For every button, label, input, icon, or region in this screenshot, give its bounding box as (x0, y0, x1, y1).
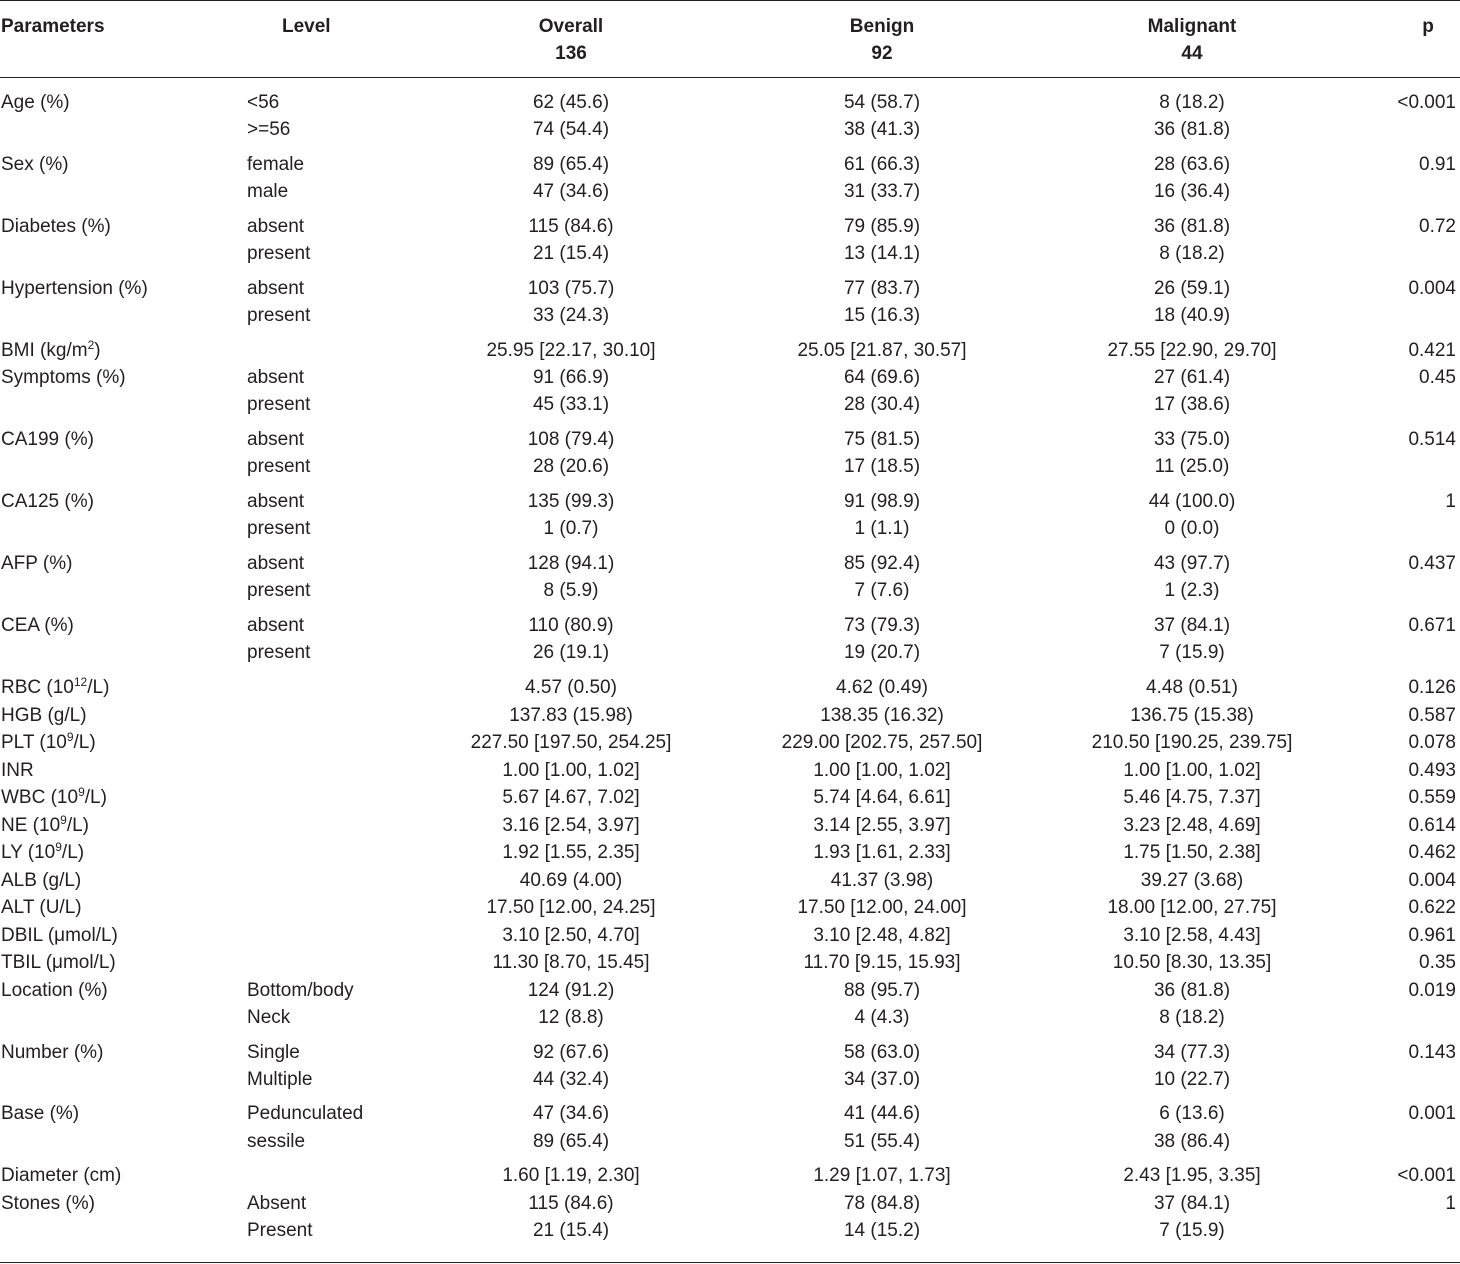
parameter-unit-tail: /L) (84, 787, 107, 808)
cell-parameter: Location (%) (1, 980, 108, 1001)
cell-overall: 44 (32.4) (532, 1069, 610, 1090)
cell-malignant: 3.10 [2.58, 4.43] (1123, 925, 1261, 946)
cell-benign: 138.35 (16.32) (820, 705, 944, 726)
cell-overall: 91 (66.9) (532, 367, 610, 388)
cell-p-value: 0.019 (1408, 980, 1456, 1001)
cell-level: >=56 (247, 119, 291, 140)
cell-parameter: Symptoms (%) (1, 367, 126, 388)
cell-level: <56 (247, 92, 280, 113)
cell-overall: 110 (80.9) (528, 615, 614, 636)
cell-malignant: 16 (36.4) (1153, 181, 1231, 202)
cell-level: male (247, 181, 289, 202)
cell-malignant: 43 (97.7) (1153, 553, 1231, 574)
cell-benign: 78 (84.8) (843, 1193, 921, 1214)
cell-malignant: 33 (75.0) (1153, 429, 1231, 450)
cell-malignant: 0 (0.0) (1164, 518, 1220, 539)
cell-parameter (1, 814, 89, 838)
cell-level: Present (247, 1220, 313, 1241)
cell-benign: 54 (58.7) (843, 92, 921, 113)
cell-benign: 13 (14.1) (843, 243, 921, 264)
cell-overall: 26 (19.1) (532, 642, 610, 663)
cell-benign: 17 (18.5) (843, 456, 921, 477)
parameter-text: LY (10 (1, 842, 56, 863)
cell-parameter: Number (%) (1, 1042, 104, 1063)
cell-benign: 77 (83.7) (843, 278, 921, 299)
cell-benign: 14 (15.2) (843, 1220, 921, 1241)
cell-malignant: 34 (77.3) (1153, 1042, 1231, 1063)
cell-overall: 124 (91.2) (527, 980, 615, 1001)
cell-level: absent (247, 216, 305, 237)
cell-benign: 1.29 [1.07, 1.73] (813, 1165, 951, 1186)
cell-p-value: <0.001 (1397, 1165, 1456, 1186)
cell-overall: 108 (79.4) (527, 429, 615, 450)
cell-parameter: Diameter (cm) (1, 1165, 122, 1186)
cell-overall: 47 (34.6) (532, 181, 610, 202)
cell-benign: 229.00 [202.75, 257.50] (781, 732, 983, 753)
cell-benign: 64 (69.6) (843, 367, 921, 388)
cell-malignant: 7 (15.9) (1159, 642, 1225, 663)
cell-malignant: 17 (38.6) (1153, 394, 1231, 415)
header-p: p (1422, 16, 1434, 37)
cell-benign: 41.37 (3.98) (830, 870, 934, 891)
cell-malignant: 27.55 [22.90, 29.70] (1107, 340, 1277, 361)
cell-level: absent (247, 491, 305, 512)
cell-overall: 92 (67.6) (532, 1042, 610, 1063)
header-rule (0, 77, 1460, 78)
cell-malignant: 1.75 [1.50, 2.38] (1123, 842, 1261, 863)
cell-level: Neck (247, 1007, 291, 1028)
cell-p-value: 0.559 (1408, 787, 1456, 808)
parameter-superscript: 9 (60, 813, 67, 827)
cell-benign: 58 (63.0) (843, 1042, 921, 1063)
cell-p-value: 0.004 (1408, 278, 1456, 299)
cell-malignant: 38 (86.4) (1153, 1131, 1231, 1152)
cell-malignant: 10 (22.7) (1153, 1069, 1231, 1090)
cell-parameter: INR (1, 760, 34, 781)
cell-overall: 89 (65.4) (532, 1131, 610, 1152)
cell-overall: 74 (54.4) (532, 119, 610, 140)
cell-benign: 85 (92.4) (843, 553, 921, 574)
cell-overall: 3.16 [2.54, 3.97] (502, 815, 640, 836)
cell-overall: 103 (75.7) (527, 278, 615, 299)
cell-overall: 11.30 [8.70, 15.45] (492, 952, 650, 973)
cell-overall: 115 (84.6) (528, 1193, 614, 1214)
cell-overall: 21 (15.4) (532, 243, 610, 264)
cell-p-value: 0.91 (1419, 154, 1456, 175)
cell-malignant: 8 (18.2) (1159, 243, 1225, 264)
parameter-text: BMI (kg/m (1, 340, 88, 361)
cell-malignant: 11 (25.0) (1154, 456, 1230, 477)
cell-benign: 1 (1.1) (854, 518, 910, 539)
cell-parameter: Diabetes (%) (1, 216, 111, 237)
header-malignant-n: 44 (1181, 43, 1203, 64)
cell-benign: 88 (95.7) (843, 980, 921, 1001)
cell-benign: 34 (37.0) (843, 1069, 921, 1090)
cell-level: absent (247, 615, 305, 636)
cell-benign: 51 (55.4) (843, 1131, 921, 1152)
parameter-superscript: 9 (66, 730, 74, 744)
cell-p-value: 0.45 (1419, 367, 1456, 388)
cell-malignant: 28 (63.6) (1153, 154, 1231, 175)
cell-parameter (1, 841, 84, 865)
cell-level: Single (247, 1042, 300, 1063)
cell-malignant: 8 (18.2) (1159, 1007, 1225, 1028)
header-parameters: Parameters (1, 16, 105, 37)
cell-overall: 1.60 [1.19, 2.30] (502, 1165, 640, 1186)
cell-parameter: CA125 (%) (1, 491, 94, 512)
cell-overall: 62 (45.6) (532, 92, 610, 113)
cell-benign: 25.05 [21.87, 30.57] (797, 340, 967, 361)
cell-overall: 40.69 (4.00) (519, 870, 623, 891)
cell-malignant: 36 (81.8) (1153, 980, 1231, 1001)
parameter-text: WBC (10 (1, 787, 79, 808)
cell-parameter: Stones (%) (1, 1193, 95, 1214)
cell-overall: 89 (65.4) (532, 154, 610, 175)
cell-overall: 227.50 [197.50, 254.25] (470, 732, 672, 753)
cell-level: female (247, 154, 305, 175)
cell-p-value: 0.421 (1408, 340, 1456, 361)
cell-malignant: 18 (40.9) (1153, 305, 1231, 326)
cell-p-value: 0.587 (1408, 705, 1456, 726)
cell-p-value: 0.437 (1408, 553, 1456, 574)
cell-benign: 19 (20.7) (843, 642, 921, 663)
parameter-unit-tail: /L) (66, 815, 90, 836)
cell-malignant: 4.48 (0.51) (1146, 677, 1238, 698)
cell-benign: 4.62 (0.49) (836, 677, 928, 698)
parameter-unit-tail: /L) (73, 732, 96, 753)
cell-overall: 128 (94.1) (527, 553, 615, 574)
cell-malignant: 1.00 [1.00, 1.02] (1123, 760, 1261, 781)
cell-malignant: 6 (13.6) (1159, 1103, 1225, 1124)
parameter-unit-tail: /L) (87, 677, 110, 698)
cell-benign: 61 (66.3) (843, 154, 921, 175)
cell-benign: 73 (79.3) (843, 615, 921, 636)
cell-parameter (1, 676, 109, 700)
header-benign-label: Benign (849, 16, 915, 37)
cell-benign: 75 (81.5) (843, 429, 921, 450)
cell-parameter (1, 731, 96, 755)
cell-level: present (247, 518, 311, 539)
cell-benign: 38 (41.3) (843, 119, 921, 140)
cell-level: present (247, 456, 311, 477)
cell-benign: 17.50 [12.00, 24.00] (797, 897, 967, 918)
cell-malignant: 18.00 [12.00, 27.75] (1107, 897, 1277, 918)
cell-malignant: 27 (61.4) (1153, 367, 1231, 388)
cell-level: absent (247, 553, 305, 574)
cell-level: present (247, 305, 311, 326)
cell-p-value: 0.72 (1419, 216, 1456, 237)
header-malignant-label: Malignant (1147, 16, 1237, 37)
cell-benign: 28 (30.4) (843, 394, 921, 415)
cell-benign: 3.10 [2.48, 4.82] (813, 925, 951, 946)
cell-benign: 4 (4.3) (854, 1007, 910, 1028)
cell-overall: 1 (0.7) (543, 518, 599, 539)
cell-p-value: 0.961 (1408, 925, 1456, 946)
cell-overall: 5.67 [4.67, 7.02] (502, 787, 640, 808)
cell-malignant: 1 (2.3) (1164, 580, 1220, 601)
cell-level: absent (247, 367, 305, 388)
cell-malignant: 10.50 [8.30, 13.35] (1112, 952, 1272, 973)
cell-level: absent (247, 429, 305, 450)
cell-benign: 1.93 [1.61, 2.33] (813, 842, 951, 863)
parameter-superscript: 9 (55, 840, 62, 854)
cell-overall: 3.10 [2.50, 4.70] (502, 925, 640, 946)
parameter-superscript: 12 (73, 675, 88, 689)
cell-benign: 31 (33.7) (843, 181, 921, 202)
cell-benign: 11.70 [9.15, 15.93] (803, 952, 961, 973)
header-benign-n: 92 (871, 43, 893, 64)
cell-parameter: TBIL (μmol/L) (1, 952, 116, 973)
parameter-text: NE (10 (1, 815, 61, 836)
cell-overall: 135 (99.3) (527, 491, 615, 512)
cell-p-value: 0.514 (1408, 429, 1456, 450)
cell-malignant: 44 (100.0) (1148, 491, 1236, 512)
table-bottom-rule (0, 1262, 1460, 1263)
cell-level: present (247, 642, 311, 663)
cell-parameter: DBIL (μmol/L) (1, 925, 118, 946)
cell-overall: 47 (34.6) (532, 1103, 610, 1124)
cell-overall: 45 (33.1) (532, 394, 610, 415)
header-benign (850, 13, 914, 67)
cell-malignant: 7 (15.9) (1159, 1220, 1225, 1241)
cell-parameter: HGB (g/L) (1, 705, 87, 726)
parameter-unit-tail: ) (94, 340, 101, 361)
cell-benign: 41 (44.6) (843, 1103, 921, 1124)
cell-benign: 91 (98.9) (843, 491, 921, 512)
cell-malignant: 36 (81.8) (1153, 216, 1231, 237)
cell-overall: 21 (15.4) (532, 1220, 610, 1241)
cell-malignant: 37 (84.1) (1153, 1193, 1231, 1214)
header-level: Level (282, 16, 331, 37)
cell-overall: 137.83 (15.98) (509, 705, 633, 726)
cell-overall: 115 (84.6) (528, 216, 614, 237)
cell-parameter: Sex (%) (1, 154, 69, 175)
cell-parameter: CA199 (%) (1, 429, 94, 450)
cell-parameter: CEA (%) (1, 615, 74, 636)
cell-overall: 28 (20.6) (532, 456, 610, 477)
parameter-text: PLT (10 (1, 732, 67, 753)
cell-malignant: 8 (18.2) (1159, 92, 1225, 113)
cell-malignant: 39.27 (3.68) (1140, 870, 1244, 891)
header-overall (539, 13, 603, 67)
cell-overall: 12 (8.8) (538, 1007, 604, 1028)
cell-p-value: 0.462 (1408, 842, 1456, 863)
cell-level: absent (247, 278, 305, 299)
cell-level: sessile (247, 1131, 306, 1152)
cell-p-value: 0.493 (1408, 760, 1456, 781)
cell-p-value: 0.35 (1419, 952, 1456, 973)
parameter-superscript: 9 (78, 785, 85, 799)
cell-overall: 8 (5.9) (543, 580, 599, 601)
cell-parameter (1, 786, 107, 810)
cell-parameter: Base (%) (1, 1103, 80, 1124)
cell-parameter: Age (%) (1, 92, 70, 113)
cell-malignant: 37 (84.1) (1153, 615, 1231, 636)
cell-malignant: 136.75 (15.38) (1130, 705, 1254, 726)
cell-parameter: ALT (U/L) (1, 897, 82, 918)
table-top-rule (0, 0, 1460, 1)
cell-malignant: 3.23 [2.48, 4.69] (1123, 815, 1261, 836)
cell-malignant: 26 (59.1) (1153, 278, 1231, 299)
cell-benign: 5.74 [4.64, 6.61] (813, 787, 951, 808)
parameter-superscript: 2 (87, 338, 95, 352)
cell-overall: 1.00 [1.00, 1.02] (502, 760, 640, 781)
cell-level: Pedunculated (247, 1103, 364, 1124)
cell-overall: 17.50 [12.00, 24.25] (486, 897, 656, 918)
cell-level: present (247, 243, 311, 264)
cell-level: Bottom/body (247, 980, 354, 1001)
cell-p-value: 0.078 (1408, 732, 1456, 753)
cell-p-value: 0.614 (1408, 815, 1456, 836)
cell-p-value: 1 (1445, 491, 1456, 512)
cell-malignant: 5.46 [4.75, 7.37] (1123, 787, 1261, 808)
cell-p-value: 0.001 (1408, 1103, 1456, 1124)
cell-overall: 25.95 [22.17, 30.10] (486, 340, 656, 361)
cell-p-value: 0.143 (1408, 1042, 1456, 1063)
cell-overall: 1.92 [1.55, 2.35] (502, 842, 640, 863)
header-malignant (1148, 13, 1237, 67)
cell-level: Absent (247, 1193, 307, 1214)
cell-malignant: 2.43 [1.95, 3.35] (1123, 1165, 1261, 1186)
cell-p-value: 0.004 (1408, 870, 1456, 891)
cell-p-value: <0.001 (1397, 92, 1456, 113)
header-overall-n: 136 (555, 43, 587, 64)
cell-overall: 4.57 (0.50) (525, 677, 617, 698)
cell-malignant: 210.50 [190.25, 239.75] (1091, 732, 1293, 753)
cell-benign: 3.14 [2.55, 3.97] (813, 815, 951, 836)
cell-overall: 33 (24.3) (532, 305, 610, 326)
cell-parameter: Hypertension (%) (1, 278, 148, 299)
cell-benign: 15 (16.3) (843, 305, 921, 326)
cell-benign: 1.00 [1.00, 1.02] (813, 760, 951, 781)
cell-p-value: 0.671 (1408, 615, 1456, 636)
cell-benign: 79 (85.9) (843, 216, 921, 237)
parameter-text: RBC (10 (1, 677, 74, 698)
cell-parameter (1, 339, 101, 363)
cell-parameter: ALB (g/L) (1, 870, 82, 891)
cell-level: present (247, 394, 311, 415)
cell-parameter: AFP (%) (1, 553, 73, 574)
cell-p-value: 0.622 (1408, 897, 1456, 918)
parameter-unit-tail: /L) (61, 842, 85, 863)
cell-level: Multiple (247, 1069, 313, 1090)
header-overall-label: Overall (538, 16, 604, 37)
cell-benign: 7 (7.6) (854, 580, 910, 601)
cell-level: present (247, 580, 311, 601)
cell-malignant: 36 (81.8) (1153, 119, 1231, 140)
cell-p-value: 0.126 (1408, 677, 1456, 698)
cell-p-value: 1 (1445, 1193, 1456, 1214)
